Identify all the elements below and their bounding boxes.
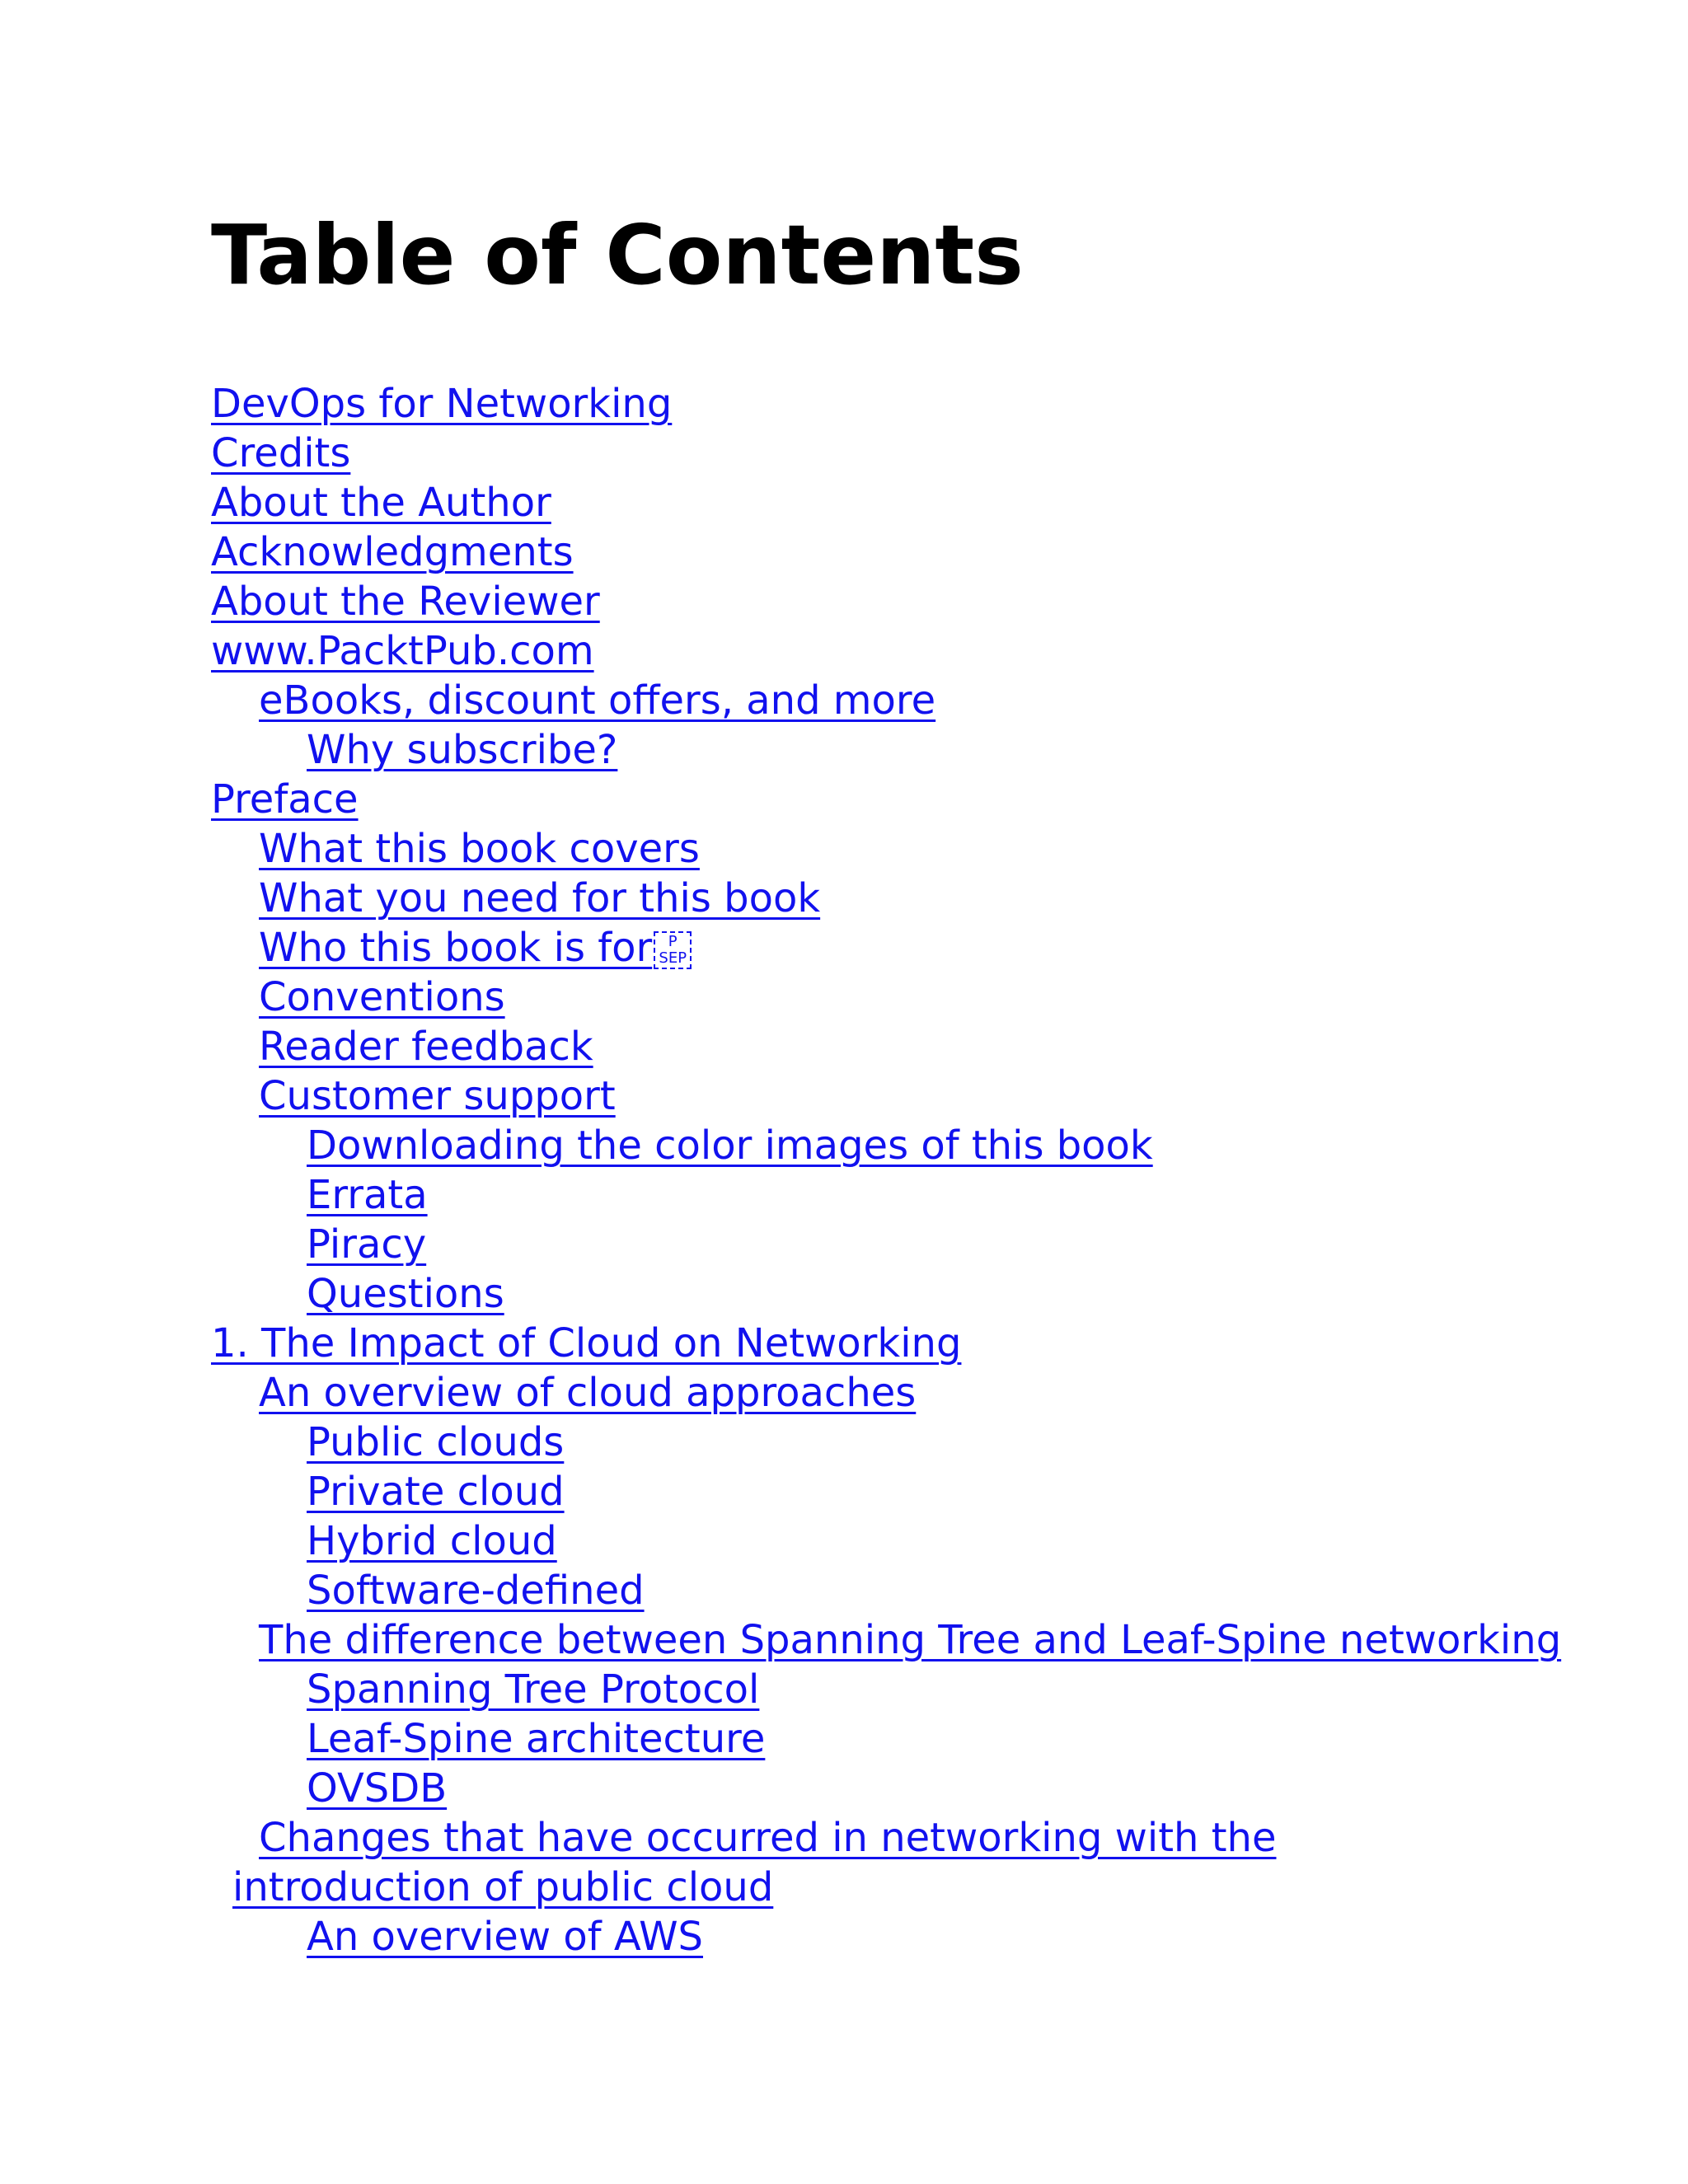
toc-list [211, 379, 1562, 1961]
toc-link-errata[interactable]: Errata [307, 1172, 428, 1218]
toc-link-why-subscribe[interactable]: Why subscribe? [307, 727, 618, 773]
toc-link-ovsdb[interactable]: OVSDB [307, 1765, 448, 1811]
separator-glyph-bottom: SEP [659, 949, 687, 967]
toc-link-customer-support[interactable]: Customer support [259, 1073, 616, 1119]
toc-link-overview-of-aws[interactable]: An overview of AWS [307, 1914, 704, 1960]
toc-link-leaf-spine-architecture[interactable]: Leaf-Spine architecture [307, 1716, 766, 1762]
toc-link-who-this-book-is-for-label: Who this book is for [259, 925, 653, 971]
toc-link-preface[interactable]: Preface [211, 776, 359, 823]
toc-link-private-cloud[interactable]: Private cloud [307, 1469, 565, 1515]
toc-link-spanning-tree-protocol[interactable]: Spanning Tree Protocol [307, 1666, 760, 1713]
toc-link-hybrid-cloud[interactable]: Hybrid cloud [307, 1518, 557, 1564]
toc-link-public-clouds[interactable]: Public clouds [307, 1419, 565, 1465]
toc-link-piracy[interactable]: Piracy [307, 1221, 427, 1268]
toc-link-who-this-book-is-for[interactable] [211, 923, 1497, 972]
toc-link-what-this-book-covers[interactable]: What this book covers [259, 826, 700, 872]
toc-link-packtpub[interactable]: www.PacktPub.com [211, 628, 594, 674]
toc-link-questions[interactable]: Questions [307, 1271, 504, 1317]
toc-link-about-the-reviewer[interactable]: About the Reviewer [211, 579, 600, 625]
toc-link-acknowledgments[interactable]: Acknowledgments [211, 529, 574, 575]
toc-link-chapter-1[interactable]: 1. The Impact of Cloud on Networking [211, 1320, 962, 1366]
toc-link-software-defined[interactable]: Software-defined [307, 1568, 645, 1614]
toc-link-about-the-author[interactable]: About the Author [211, 480, 551, 526]
toc-link-changes-networking-public-cloud[interactable]: Changes that have occurred in networking with the introduction of public cloud [232, 1815, 1277, 1910]
toc-link-reader-feedback[interactable]: Reader feedback [259, 1024, 593, 1070]
toc-link-spanning-tree-vs-leaf-spine[interactable]: The difference between Spanning Tree and Leaf-Spine networking [259, 1617, 1562, 1663]
toc-link-conventions[interactable]: Conventions [259, 974, 505, 1020]
separator-glyph-icon [654, 931, 692, 969]
toc-link-credits[interactable]: Credits [211, 430, 351, 476]
toc-link-what-you-need[interactable]: What you need for this book [259, 875, 821, 921]
separator-glyph-top: P [668, 933, 678, 950]
toc-link-overview-cloud-approaches[interactable]: An overview of cloud approaches [259, 1370, 917, 1416]
toc-link-downloading-color-images[interactable]: Downloading the color images of this book [307, 1122, 1153, 1169]
toc-page [211, 206, 1562, 1960]
page-title: Table of Contents [211, 207, 1024, 303]
toc-link-ebooks-discount-offers[interactable]: eBooks, discount offers, and more [259, 677, 936, 724]
toc-link-devops-for-networking[interactable]: DevOps for Networking [211, 381, 673, 427]
